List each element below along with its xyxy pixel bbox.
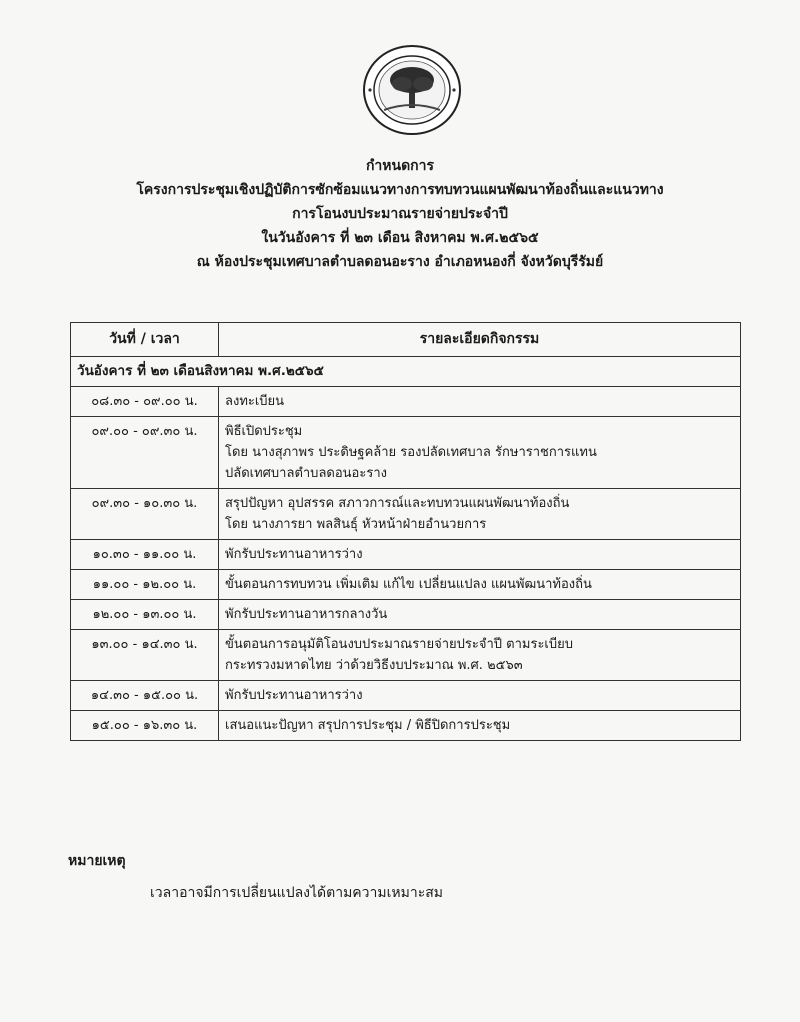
row-time: ๑๑.๐๐ - ๑๒.๐๐ น. <box>71 570 219 600</box>
header-activity: รายละเอียดกิจกรรม <box>219 323 741 357</box>
heading-project-line1: โครงการประชุมเชิงปฏิบัติการซักซ้อมแนวทางการทบทวนแผนพัฒนาท้องถิ่นและแนวทาง <box>136 182 664 198</box>
table-row <box>71 711 741 741</box>
row-activity <box>219 417 741 489</box>
row-time: ๐๙.๓๐ - ๑๐.๓๐ น. <box>71 489 219 540</box>
activity-line: ขั้นตอนการอนุมัติโอนงบประมาณรายจ่ายประจำปี ตามระเบียบ <box>225 637 573 652</box>
row-activity <box>219 630 741 681</box>
note-title: หมายเหตุ <box>68 853 126 869</box>
municipality-seal-logo <box>362 44 462 136</box>
heading-venue: ณ ห้องประชุมเทศบาลตำบลดอนอะราง อำเภอหนองกี่ จังหวัดบุรีรัมย์ <box>196 254 604 270</box>
activity-line: เสนอแนะปัญหา สรุปการประชุม / พิธีปิดการประชุม <box>225 718 511 733</box>
activity-line: ปลัดเทศบาลตำบลดอนอะราง <box>225 466 387 481</box>
schedule-table <box>70 322 741 741</box>
table-header-row <box>71 323 741 357</box>
heading-project-line2: การโอนงบประมาณรายจ่ายประจำปี <box>292 206 508 222</box>
table-row <box>71 417 741 489</box>
note-text: เวลาอาจมีการเปลี่ยนแปลงได้ตามความเหมาะสม <box>150 885 444 901</box>
row-time: ๑๒.๐๐ - ๑๓.๐๐ น. <box>71 600 219 630</box>
header-datetime: วันที่ / เวลา <box>71 323 219 357</box>
activity-line: ลงทะเบียน <box>225 394 285 409</box>
row-activity <box>219 540 741 570</box>
activity-line: โดย นางภารยา พลสินธุ์ หัวหน้าฝ่ายอำนวยการ <box>225 517 487 532</box>
table-row <box>71 600 741 630</box>
activity-line: พิธีเปิดประชุม <box>225 424 303 439</box>
heading-date: ในวันอังคาร ที่ ๒๓ เดือน สิงหาคม พ.ศ.๒๕๖๕ <box>261 230 539 246</box>
document-heading <box>60 154 740 274</box>
day-label: วันอังคาร ที่ ๒๓ เดือนสิงหาคม พ.ศ.๒๕๖๕ <box>71 357 741 387</box>
row-time: ๑๐.๓๐ - ๑๑.๐๐ น. <box>71 540 219 570</box>
row-activity <box>219 600 741 630</box>
activity-line: สรุปปัญหา อุปสรรค สภาวการณ์และทบทวนแผนพัฒนาท้องถิ่น <box>225 496 570 511</box>
row-time: ๐๙.๐๐ - ๐๙.๓๐ น. <box>71 417 219 489</box>
row-activity <box>219 489 741 540</box>
table-row <box>71 570 741 600</box>
table-row <box>71 630 741 681</box>
row-time: ๐๘.๓๐ - ๐๙.๐๐ น. <box>71 387 219 417</box>
table-row <box>71 387 741 417</box>
row-activity <box>219 387 741 417</box>
activity-line: พักรับประทานอาหารกลางวัน <box>225 607 388 622</box>
row-activity <box>219 681 741 711</box>
row-activity <box>219 711 741 741</box>
table-row <box>71 540 741 570</box>
row-time: ๑๔.๓๐ - ๑๕.๐๐ น. <box>71 681 219 711</box>
row-time: ๑๓.๐๐ - ๑๔.๓๐ น. <box>71 630 219 681</box>
activity-line: พักรับประทานอาหารว่าง <box>225 688 363 703</box>
activity-line: ขั้นตอนการทบทวน เพิ่มเติม แก้ไข เปลี่ยนแปลง แผนพัฒนาท้องถิ่น <box>225 577 592 592</box>
heading-title: กำหนดการ <box>365 158 435 174</box>
row-time: ๑๕.๐๐ - ๑๖.๓๐ น. <box>71 711 219 741</box>
row-activity <box>219 570 741 600</box>
activity-line: กระทรวงมหาดไทย ว่าด้วยวิธีงบประมาณ พ.ศ. ๒๕๖๓ <box>225 658 523 673</box>
table-row <box>71 489 741 540</box>
activity-line: โดย นางสุภาพร ประดิษฐคล้าย รองปลัดเทศบาล รักษาราชการแทน <box>225 445 597 460</box>
table-row <box>71 681 741 711</box>
day-row <box>71 357 741 387</box>
activity-line: พักรับประทานอาหารว่าง <box>225 547 363 562</box>
